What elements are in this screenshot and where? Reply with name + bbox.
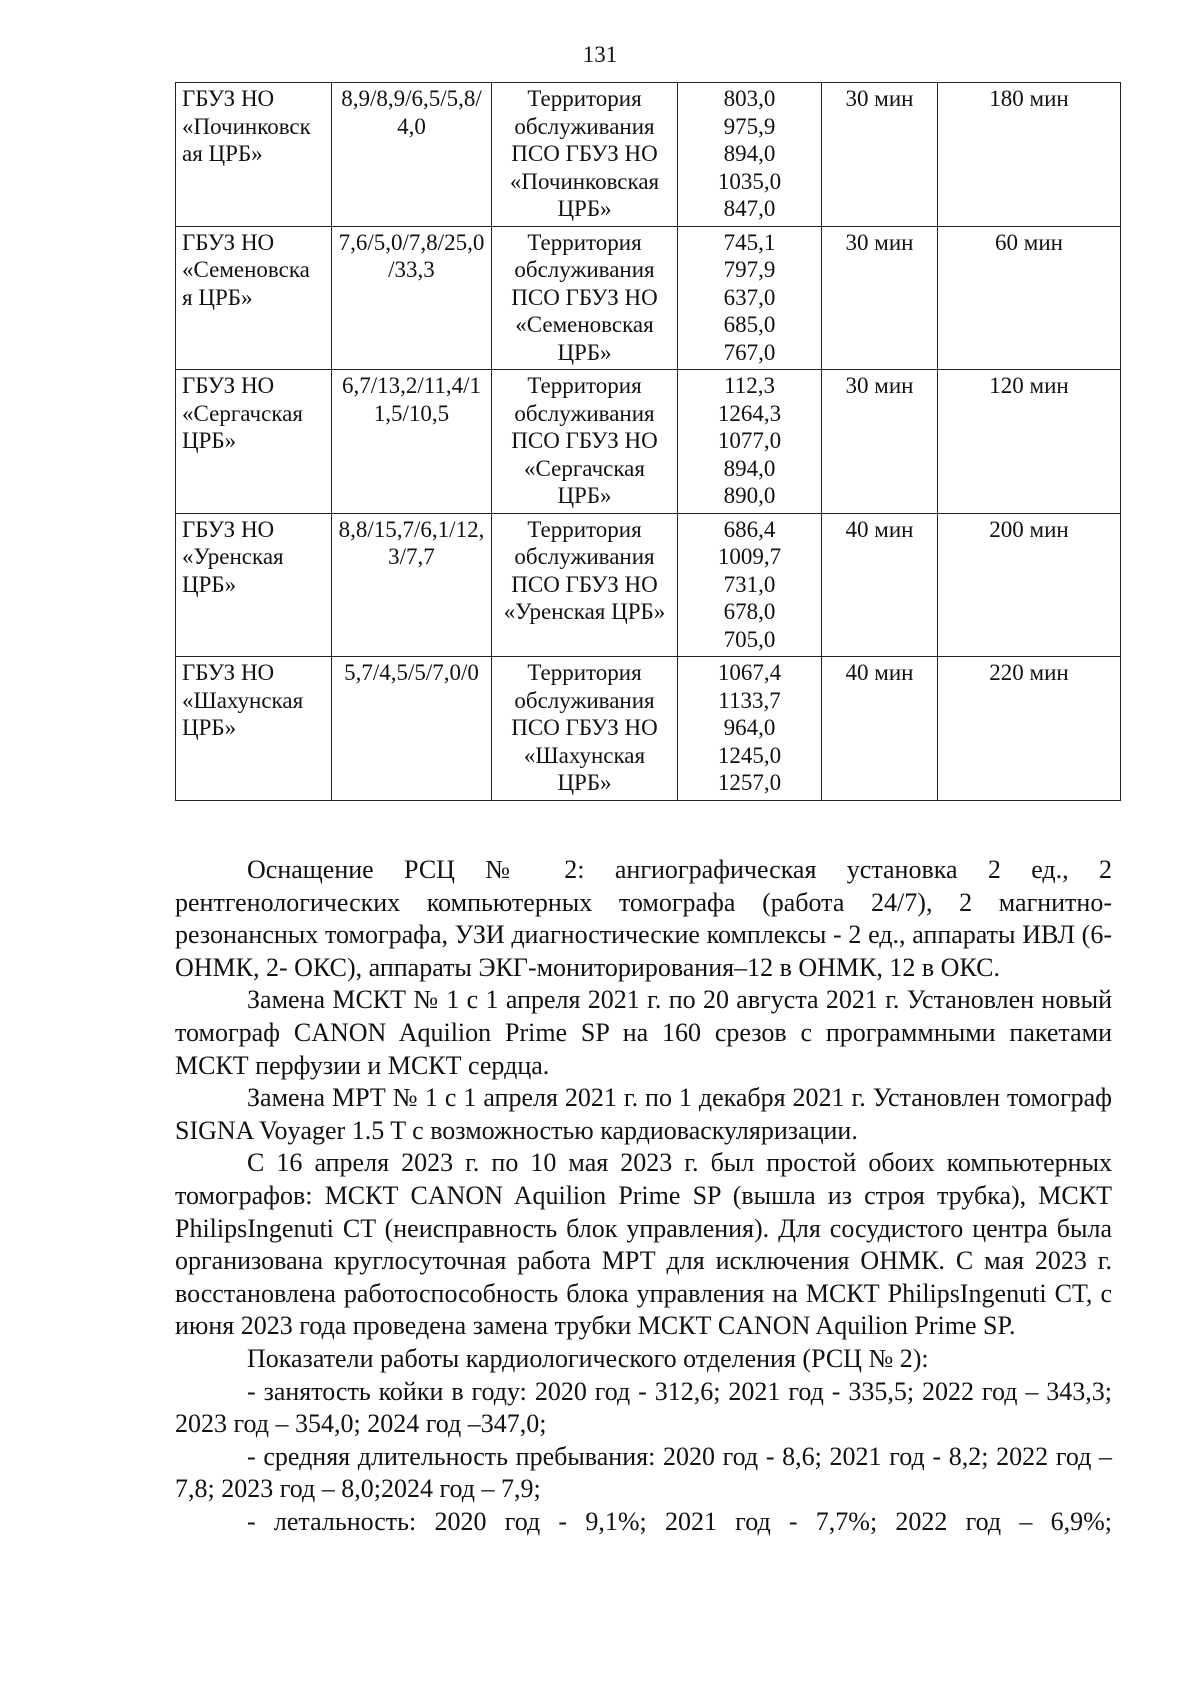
cell-territory-line: «Починковская [509, 168, 660, 194]
cell-distances-line: 975,9 [723, 113, 776, 139]
cell-distances-line: 1245,0 [717, 742, 782, 768]
cell-time-1-value: 30 мин [845, 373, 914, 398]
paragraph-bed-occupancy: - занятость койки в году: 2020 год - 312,6; 2021 год - 335,5; 2022 год – 343,3; 2023 год – 354,0; 2024 год –347,0; [175, 1376, 1112, 1439]
cell-distances-line: 1009,7 [717, 544, 782, 569]
cell-indicators-line: 4,0 [397, 113, 426, 139]
cell-indicators-line: 6,7/13,2/11,4/1 [341, 373, 482, 398]
cell-time-2-value: 180 мин [989, 86, 1069, 111]
cell-territory-line: «Сергачская [524, 455, 645, 481]
cell-distances-line: 964,0 [723, 715, 776, 740]
cell-distances-line: 797,9 [723, 257, 776, 282]
cell-distances-line: 767,0 [723, 339, 776, 365]
cell-organization-line: ГБУЗ НО [182, 229, 275, 255]
table-row [176, 370, 1121, 514]
cell-indicators [332, 657, 492, 801]
cell-indicators-line: 5,7/4,5/5/7,0/0 [344, 660, 479, 685]
cell-time-2 [938, 657, 1121, 801]
cell-time-1 [822, 657, 938, 801]
paragraph-downtime: С 16 апреля 2023 г. по 10 мая 2023 г. был простой обоих компьютерных томографов: МСКТ CANON Aquilion Prime SP (вышла из строя трубка), МСКТ PhilipsIngenuti CT (неисправность блок управления). Для сосудистого центра была организована круглосуточная работа МРТ для исключения ОНМК. С мая 2023 г. восстановлена работоспособность блока управления на МСКТ PhilipsIngenuti CT, с июня 2023 года проведена замена трубки МСКТ CANON Aquilion Prime SP. [175, 1148, 1112, 1341]
cell-organization-line: «Сергачская [182, 400, 303, 426]
cell-indicators-line: 7,6/5,0/7,8/25,0 [338, 229, 485, 255]
cell-organization [176, 226, 332, 370]
cell-time-2-value: 120 мин [989, 373, 1069, 398]
cell-distances-line: 1035,0 [717, 168, 782, 194]
cell-time-2 [938, 370, 1121, 514]
paragraph-msct-replacement: Замена МСКТ № 1 с 1 апреля 2021 г. по 20 августа 2021 г. Установлен новый томограф CANON Aquilion Prime SP на 160 срезов с программными пакетами МСКТ перфузии и МСКТ сердца. [175, 985, 1112, 1080]
table-row [176, 513, 1121, 657]
cell-organization-line: ГБУЗ НО [182, 516, 275, 542]
cell-indicators-line: 8,8/15,7/6,1/12, [338, 516, 485, 542]
cell-organization-line: ГБУЗ НО [182, 373, 275, 398]
cell-territory [492, 226, 678, 370]
cell-organization-line: ЦРБ» [182, 428, 237, 453]
cell-distances-line: 705,0 [723, 626, 776, 652]
cell-organization-line: «Уренская [182, 544, 284, 569]
cell-territory-line: «Уренская ЦРБ» [503, 599, 666, 624]
cell-indicators-line: 3/7,7 [388, 544, 435, 569]
cell-indicators [332, 513, 492, 657]
cell-distances-line: 112,3 [724, 373, 775, 398]
cell-organization [176, 83, 332, 227]
cell-indicators [332, 83, 492, 227]
cell-time-1-value: 40 мин [845, 516, 914, 542]
cell-territory-line: «Семеновская [515, 312, 654, 337]
table-row [176, 226, 1121, 370]
cell-time-1 [822, 513, 938, 657]
cell-distances-line: 894,0 [723, 455, 776, 481]
page-number: 131 [582, 42, 618, 67]
table-row [176, 83, 1121, 227]
cell-distances-line: 1067,4 [717, 660, 782, 685]
cell-organization [176, 513, 332, 657]
cell-territory-line: ЦРБ» [557, 770, 612, 795]
cell-indicators-line: 1,5/10,5 [373, 400, 450, 426]
cell-territory-line: Территория [527, 373, 642, 398]
hospital-table [175, 82, 1121, 801]
cell-time-2-value: 200 мин [989, 516, 1069, 542]
cell-territory-line: ЦРБ» [557, 483, 612, 508]
cell-territory-line: обслуживания [514, 687, 655, 713]
cell-time-1-value: 30 мин [845, 229, 914, 255]
cell-territory-line: ЦРБ» [557, 339, 612, 365]
cell-territory-line: Территория [527, 229, 642, 255]
cell-indicators [332, 370, 492, 514]
cell-territory-line: Территория [527, 516, 642, 542]
cell-distances-line: 890,0 [723, 483, 776, 508]
cell-organization-line: ЦРБ» [182, 715, 237, 740]
cell-distances [678, 370, 822, 514]
cell-organization [176, 370, 332, 514]
cell-territory [492, 657, 678, 801]
cell-time-2-value: 220 мин [989, 660, 1069, 685]
cell-territory-line: ПСО ГБУЗ НО [511, 715, 658, 740]
cell-territory-line: обслуживания [514, 544, 655, 569]
cell-organization-line: «Семеновска [182, 257, 310, 282]
cell-territory [492, 370, 678, 514]
cell-territory-line: ЦРБ» [557, 196, 612, 221]
cell-indicators [332, 226, 492, 370]
cell-organization-line: ГБУЗ НО [182, 660, 275, 685]
cell-distances-line: 894,0 [723, 141, 776, 166]
cell-time-2 [938, 226, 1121, 370]
cell-organization-line: «Шахунская [182, 687, 304, 713]
table-row [176, 657, 1121, 801]
cell-time-1 [822, 226, 938, 370]
cell-distances [678, 513, 822, 657]
cell-organization-line: ЦРБ» [182, 571, 237, 597]
cell-territory-line: ПСО ГБУЗ НО [511, 284, 658, 310]
cell-distances-line: 745,1 [723, 229, 776, 255]
cell-time-1 [822, 370, 938, 514]
cell-distances-line: 678,0 [723, 599, 776, 624]
cell-indicators-line: 8,9/8,9/6,5/5,8/ [341, 86, 482, 111]
cell-territory-line: ПСО ГБУЗ НО [511, 571, 658, 597]
cell-territory-line: ПСО ГБУЗ НО [511, 428, 658, 453]
cell-time-1 [822, 83, 938, 227]
paragraph-mri-replacement: Замена МРТ № 1 с 1 апреля 2021 г. по 1 декабря 2021 г. Установлен томограф SIGNA Voyager 1.5 T с возможностью кардиоваскуляризации. [175, 1083, 1112, 1145]
cell-distances-line: 1264,3 [717, 400, 782, 426]
cell-distances-line: 731,0 [723, 571, 776, 597]
cell-territory-line: Территория [527, 86, 642, 111]
cell-time-2 [938, 513, 1121, 657]
cell-distances [678, 83, 822, 227]
paragraph-mortality: - летальность: 2020 год - 9,1%; 2021 год - 7,7%; 2022 год – 6,9%; [247, 1506, 1112, 1536]
cell-territory [492, 513, 678, 657]
cell-territory-line: обслуживания [514, 400, 655, 426]
cell-distances-line: 686,4 [723, 516, 776, 542]
cell-distances-line: 803,0 [723, 86, 776, 111]
cell-distances-line: 1133,7 [718, 687, 781, 713]
paragraph-average-stay: - средняя длительность пребывания: 2020 год - 8,6; 2021 год - 8,2; 2022 год – 7,8; 2023 год – 8,0;2024 год – 7,9; [175, 1441, 1112, 1504]
cell-territory-line: «Шахунская [523, 742, 646, 768]
cell-distances [678, 226, 822, 370]
cell-distances-line: 637,0 [723, 284, 776, 310]
cell-time-2-value: 60 мин [995, 229, 1063, 255]
cell-organization-line: я ЦРБ» [182, 284, 253, 310]
cell-organization-line: «Починковск [182, 113, 311, 139]
cell-distances-line: 685,0 [723, 312, 776, 337]
cell-territory [492, 83, 678, 227]
cell-territory-line: Территория [527, 660, 642, 685]
cell-time-1-value: 40 мин [845, 660, 914, 685]
cell-territory-line: обслуживания [514, 257, 655, 282]
cell-distances-line: 1257,0 [717, 770, 782, 795]
cell-time-1-value: 30 мин [845, 86, 914, 111]
cell-indicators-line: /33,3 [388, 257, 435, 282]
cell-time-2 [938, 83, 1121, 227]
cell-distances-line: 1077,0 [717, 428, 782, 453]
body-text [175, 854, 1112, 1538]
cell-organization [176, 657, 332, 801]
cell-organization-line: ГБУЗ НО [182, 86, 275, 111]
cell-territory-line: обслуживания [514, 113, 655, 139]
cell-distances [678, 657, 822, 801]
paragraph-indicators-heading: Показатели работы кардиологического отделения (РСЦ № 2): [247, 1343, 929, 1373]
paragraph-equipment: Оснащение РСЦ № 2: ангиографическая установка 2 ед., 2 рентгенологических компьютерных томографа (работа 24/7), 2 магнитно-резонансных томографа, УЗИ диагностические комплексы - 2 ед., аппараты ИВЛ (6-ОНМК, 2- ОКС), аппараты ЭКГ-мониторирования–12 в ОНМК, 12 в ОКС. [175, 855, 1112, 982]
cell-territory-line: ПСО ГБУЗ НО [511, 141, 658, 166]
cell-organization-line: ая ЦРБ» [182, 141, 263, 166]
cell-distances-line: 847,0 [723, 196, 776, 221]
